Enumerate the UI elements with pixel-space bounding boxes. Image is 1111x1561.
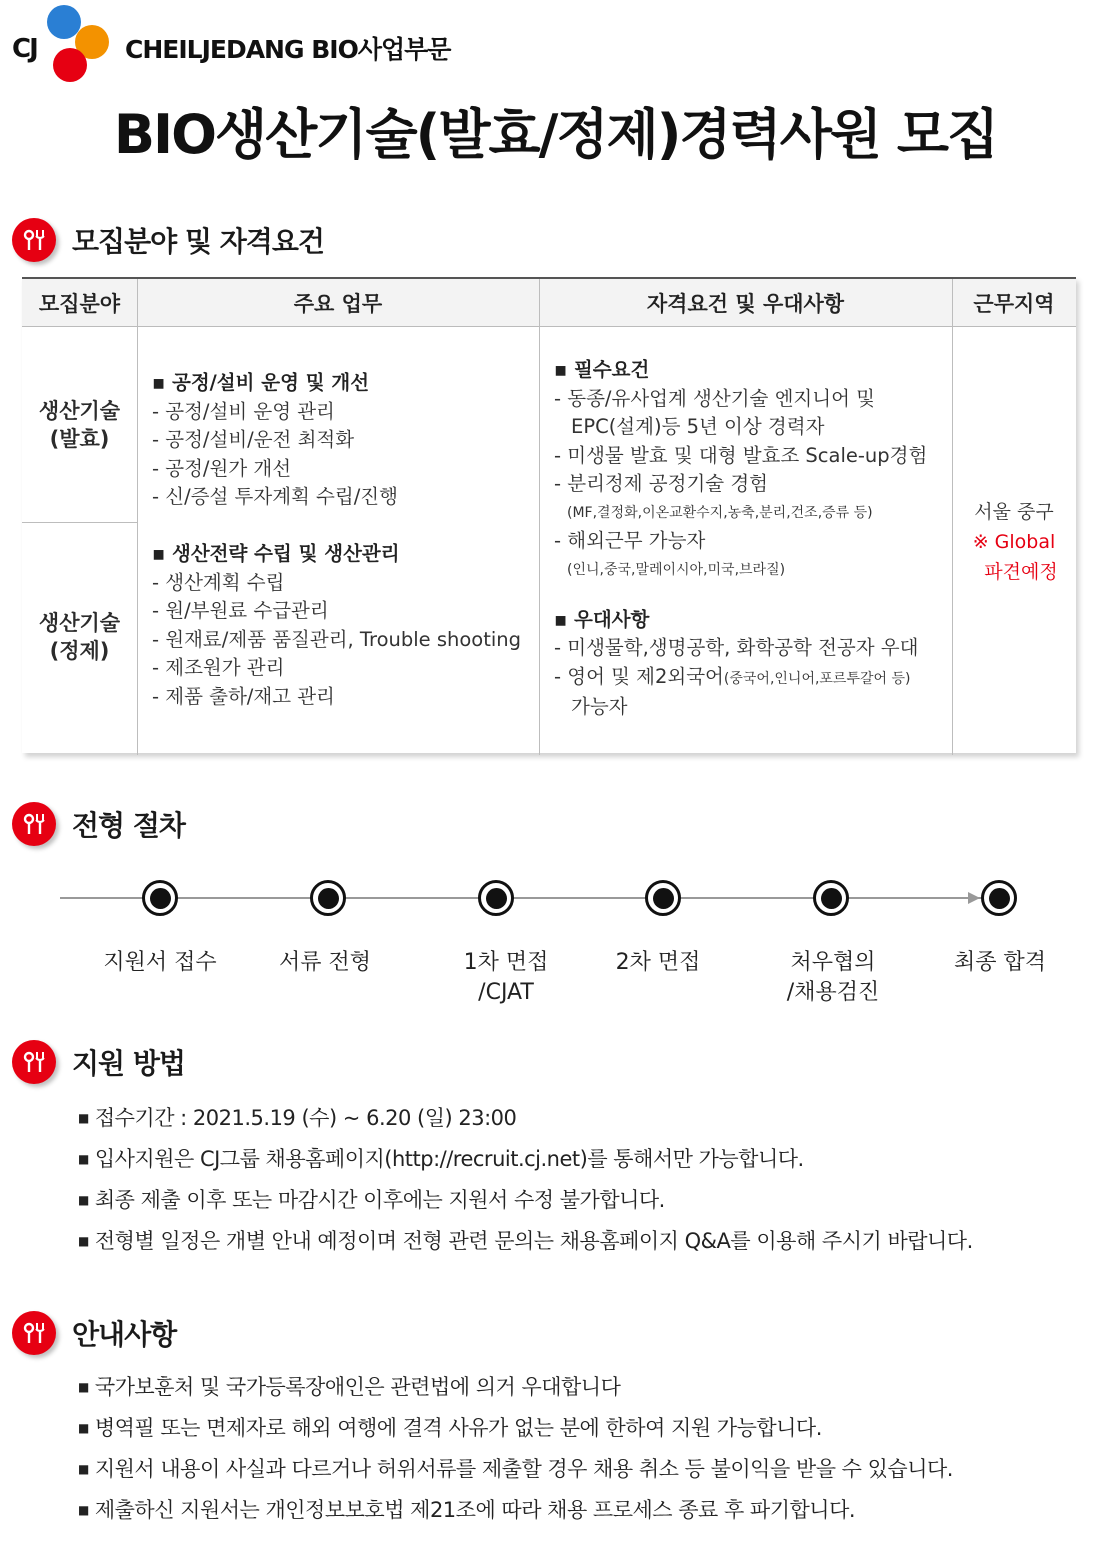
arrow-right-icon: [968, 892, 980, 904]
preferred-item: - 미생물학,생명공학, 화학공학 전공자 우대: [554, 636, 919, 660]
duty-item: - 제품 출하/재고 관리: [152, 684, 335, 708]
section-header-process: [12, 801, 185, 847]
step-line: 최종 합격: [953, 950, 1046, 975]
list-item: ■ 지원서 내용이 사실과 다르거나 허위서류를 제출할 경우 채용 취소 등 불이익을 받을 수 있습니다.: [78, 1449, 953, 1490]
location-note: ※ Global: [972, 531, 1056, 553]
category-fermentation: [22, 397, 137, 453]
table-divider: [539, 279, 540, 755]
category-line: 생산기술: [38, 611, 121, 635]
process-step-label: [758, 948, 908, 1008]
section-header-apply: [12, 1039, 185, 1085]
table-header-row: [22, 279, 1076, 327]
page-title: BIO생산기술(발효/정제)경력사원 모집: [113, 103, 998, 166]
qualification-item: - 동종/유사업계 생산기술 엔지니어 및: [554, 386, 875, 410]
duty-group-title: ▪ 생산전략 수립 및 생산관리: [152, 541, 400, 565]
category-purification: [22, 609, 137, 665]
qualifications-column: [554, 356, 927, 721]
step-line: /채용검진: [786, 980, 880, 1005]
qualification-item: - 해외근무 가능자: [554, 528, 706, 552]
category-line: (정제): [49, 639, 110, 663]
preferred-title: ▪ 우대사항: [554, 607, 650, 631]
duty-item: - 신/증설 투자계획 수립/진행: [152, 485, 398, 509]
process-step-label: [925, 948, 1075, 978]
spacer: [554, 584, 927, 606]
process-step-dot: [645, 880, 681, 916]
process-step-dot: [310, 880, 346, 916]
preferred-item-text: - 영어 및 제2외국어: [554, 664, 724, 688]
step-line: 1차 면접: [463, 950, 549, 975]
logo-cj-letters: CJ: [12, 34, 37, 64]
section-title: 안내사항: [72, 1318, 177, 1351]
work-location: [952, 497, 1076, 587]
category-line: 생산기술: [38, 399, 121, 423]
qualification-item: - 미생물 발효 및 대형 발효조 Scale-up경험: [554, 443, 928, 467]
duties-column: [152, 369, 521, 712]
section-header-recruit: [12, 217, 324, 263]
step-line: /CJAT: [478, 980, 534, 1005]
list-item: ■ 제출하신 지원서는 개인정보보호법 제21조에 따라 채용 프로세스 종료 후 파기합니다.: [78, 1490, 953, 1531]
duty-item: - 생산계획 수립: [152, 570, 285, 594]
category-divider: [22, 522, 137, 523]
preferred-item: 가능자: [571, 694, 628, 718]
qualification-note: (MF,결정화,이온교환수지,농축,분리,건조,증류 등): [567, 504, 873, 521]
section-title: 전형 절차: [72, 809, 185, 842]
duty-item: - 공정/설비 운영 관리: [152, 399, 335, 423]
duty-item: - 공정/원가 개선: [152, 456, 292, 480]
process-step-label: [250, 948, 400, 978]
list-item: ■ 입사지원은 CJ그룹 채용홈페이지(http://recruit.cj.net)를 통해서만 가능합니다.: [78, 1139, 973, 1180]
list-item: ■ 병역필 또는 면제자로 해외 여행에 결격 사유가 없는 분에 한하여 지원 가능합니다.: [78, 1408, 953, 1449]
section-title: 지원 방법: [72, 1047, 185, 1080]
qualification-item: EPC(설계)등 5년 이상 경력자: [571, 415, 825, 439]
table-header-duties: 주요 업무: [293, 292, 383, 316]
spacer: [152, 512, 521, 540]
step-line: 처우협의: [790, 950, 876, 975]
location-note: 파견예정: [984, 561, 1058, 583]
utensils-icon: [12, 1040, 56, 1084]
category-line: (발효): [49, 427, 110, 451]
table-divider: [137, 279, 138, 755]
process-step-label: [431, 948, 581, 1008]
process-step-dot: [142, 880, 178, 916]
list-item: ■ 전형별 일정은 개별 안내 예정이며 전형 관련 문의는 채용홈페이지 Q&A를 이용해 주시기 바랍니다.: [78, 1221, 973, 1262]
preferred-item: [554, 663, 927, 693]
process-step-label: [85, 948, 235, 978]
process-step-dot: [478, 880, 514, 916]
required-title: ▪ 필수요건: [554, 358, 650, 381]
process-step-dot: [981, 880, 1017, 916]
table-header-location: 근무지역: [973, 292, 1055, 316]
step-line: 지원서 접수: [103, 950, 217, 975]
recruit-table: [22, 277, 1076, 753]
process-step-label: [583, 948, 733, 978]
duty-item: - 제조원가 관리: [152, 656, 285, 680]
duty-item: - 공정/설비/운전 최적화: [152, 428, 355, 452]
list-item: ■ 국가보훈처 및 국가등록장애인은 관련법에 의거 우대합니다: [78, 1367, 953, 1408]
utensils-icon: [12, 1311, 56, 1355]
duty-group-title: ▪ 공정/설비 운영 및 개선: [152, 371, 370, 394]
duty-item: - 원/부원료 수급관리: [152, 599, 329, 623]
section-header-notice: [12, 1310, 176, 1356]
logo-company-text: CHEILJEDANG BIO사업부문: [125, 35, 451, 64]
utensils-icon: [12, 802, 56, 846]
step-line: 2차 면접: [615, 950, 701, 975]
table-header-qualifications: 자격요건 및 우대사항: [646, 292, 845, 316]
utensils-icon: [12, 218, 56, 262]
qualification-item: - 분리정제 공정기술 경험: [554, 472, 769, 496]
step-line: 서류 전형: [278, 950, 371, 975]
section-title: 모집분야 및 자격요건: [72, 225, 324, 258]
duty-item: - 원재료/제품 품질관리, Trouble shooting: [152, 627, 522, 651]
notice-list: [78, 1367, 953, 1531]
list-item: ■ 접수기간 : 2021.5.19 (수) ~ 6.20 (일) 23:00: [78, 1098, 973, 1139]
preferred-note: (중국어,인니어,포르투갈어 등): [723, 670, 911, 687]
table-header-field: 모집분야: [38, 292, 121, 316]
company-logo: [10, 2, 450, 86]
location-city: 서울 중구: [974, 501, 1054, 523]
apply-list: [78, 1098, 973, 1262]
process-step-dot: [813, 880, 849, 916]
qualification-note: (인니,중국,말레이시아,미국,브라질): [567, 561, 786, 578]
list-item: ■ 최종 제출 이후 또는 마감시간 이후에는 지원서 수정 불가합니다.: [78, 1180, 973, 1221]
